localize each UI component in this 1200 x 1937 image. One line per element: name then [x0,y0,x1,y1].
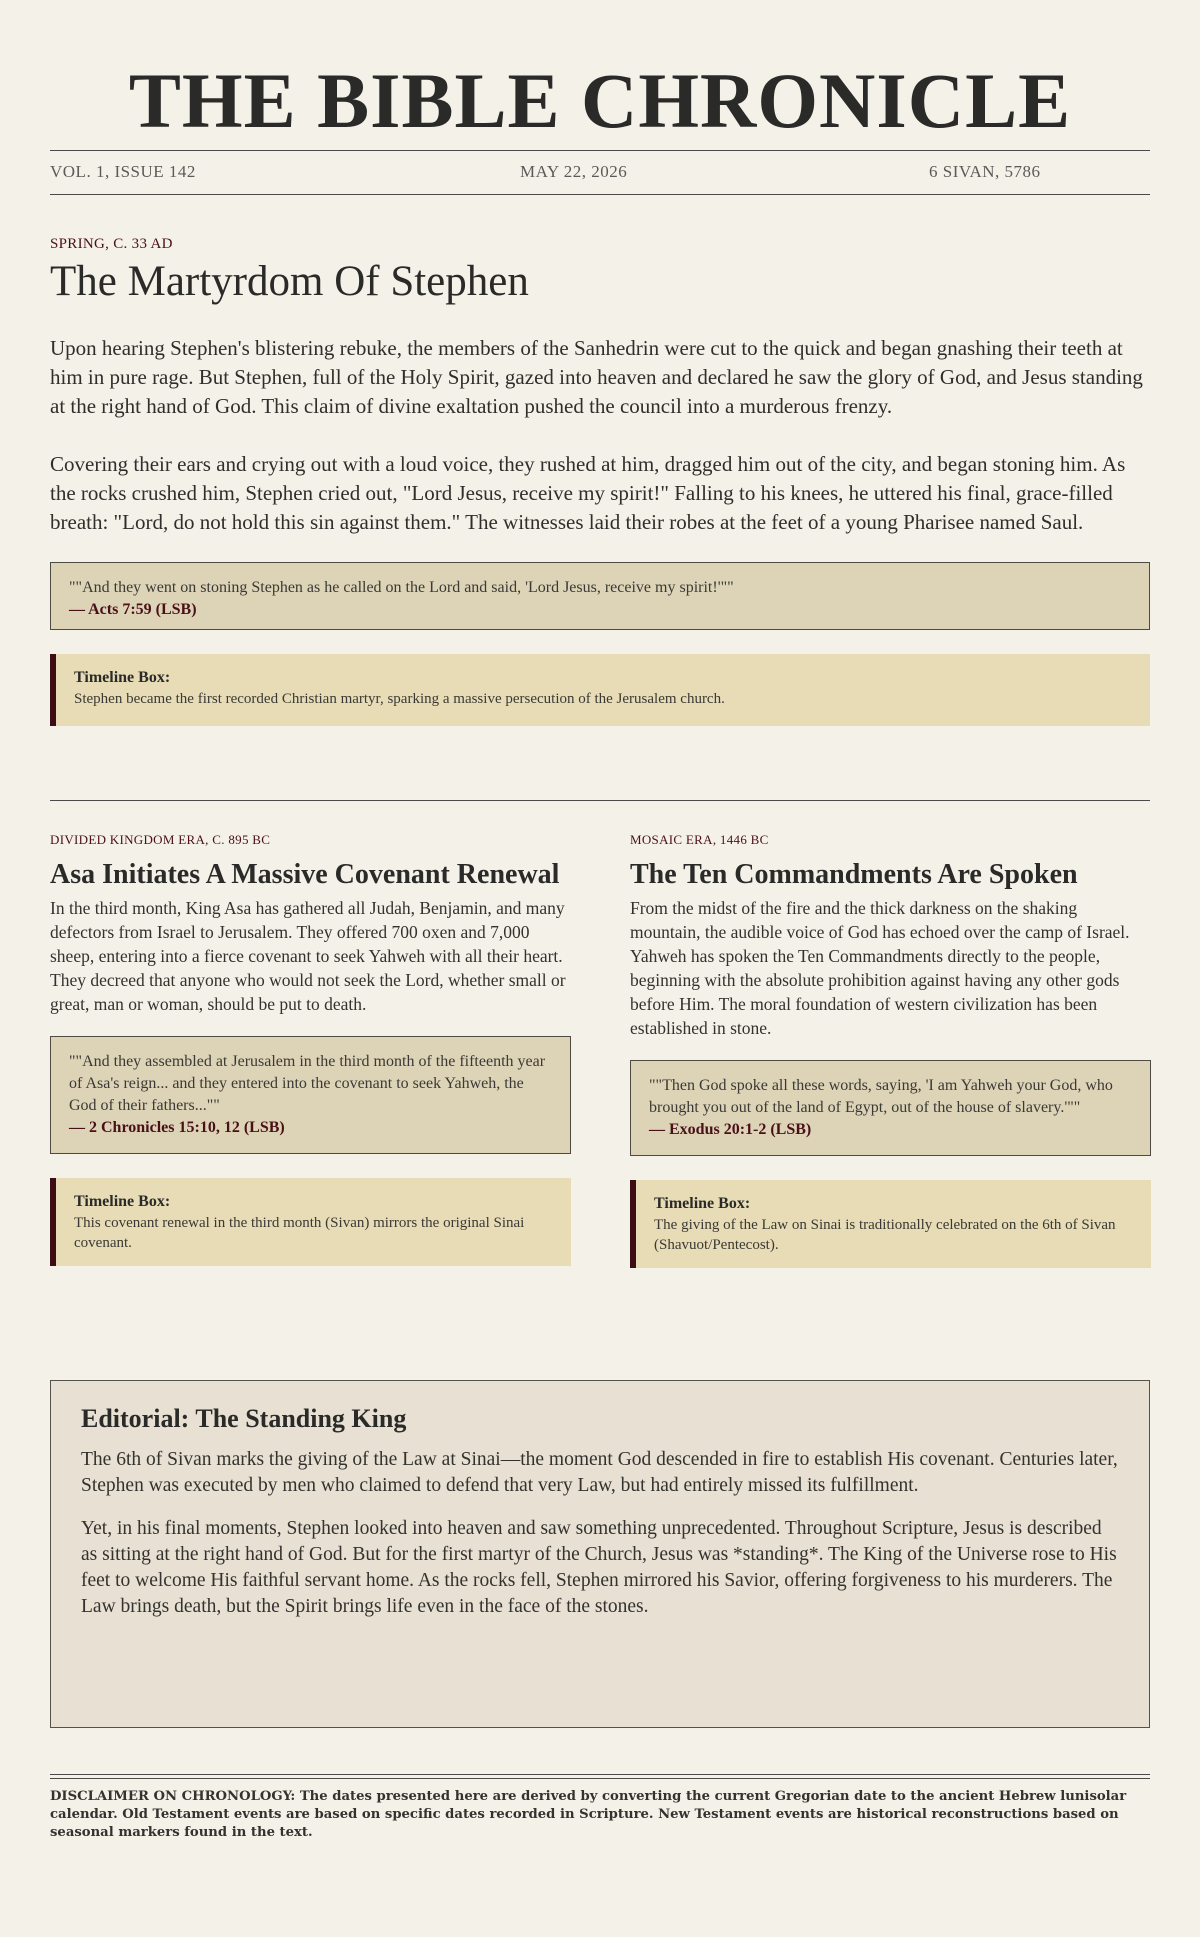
masthead-title: THE BIBLE CHRONICLE [128,57,1072,144]
publication-date: MAY 22, 2026 [520,162,628,181]
quote-source: — Exodus 20:1-2 (LSB) [649,1121,812,1138]
timeline-title: Timeline Box: [654,1195,751,1212]
quote-source: — 2 Chronicles 15:10, 12 (LSB) [69,1119,285,1136]
lead-scripture-quote [50,562,1150,630]
right-timeline-box [630,1180,1151,1268]
right-scripture-quote [630,1060,1151,1156]
editorial-box [50,1380,1150,1728]
lead-paragraph: Upon hearing Stephen's blistering rebuke, the members of the Sanhedrin were cut to the quick and began gnashing their teeth at him in pure rage. But Stephen, full of the Holy Spirit, gazed into heaven and declared he saw the glory of God, and Jesus standing at the right hand of God. This claim of divine exaltation pushed the council into a murderous frenzy. [50,336,1143,418]
chronology-disclaimer: DISCLAIMER ON CHRONOLOGY: The dates presented here are derived by converting the current Gregorian date to the ancient Hebrew lunisolar calendar. Old Testament events are based on specific dates recorded in Scripture. New Testament events are historical reconstructions based on seasonal markers found in the text. [50,1789,1127,1840]
left-column-story [50,832,571,1266]
lead-headline: The Martyrdom Of Stephen [50,258,529,305]
left-body: In the third month, King Asa has gathered all Judah, Benjamin, and many defectors from Israel to Jerusalem. They offered 700 oxen and 7,000 sheep, entering into a fierce covenant to seek Yahweh with all their heart. They decreed that anyone who would not seek the Lord, whether small or great, man or woman, should be put to death. [50,898,566,1014]
right-kicker: MOSAIC ERA, 1446 BC [630,832,769,847]
timeline-title: Timeline Box: [74,1193,171,1210]
lead-body [50,334,1150,537]
newspaper-page [50,0,1150,1840]
lead-kicker: SPRING, C. 33 AD [50,236,173,252]
right-headline: The Ten Commandments Are Spoken [630,859,1078,890]
quote-text: ""And they went on stoning Stephen as he called on the Lord and said, 'Lord Jesus, receive my spirit!'"" [69,579,734,596]
dateline-bar [50,150,1150,195]
left-scripture-quote [50,1036,571,1154]
hebrew-date: 6 SIVAN, 5786 [929,162,1041,181]
left-timeline-box [50,1178,571,1266]
timeline-text: The giving of the Law on Sinai is traditionally celebrated on the 6th of Sivan (Shavuot/Pentecost). [654,1217,1116,1253]
editorial-paragraph: The 6th of Sivan marks the giving of the Law at Sinai—the moment God descended in fire to establish His covenant. Centuries later, Stephen was executed by men who claimed to defend that very Law, but had entirely missed its fulfillment. [81,1449,1118,1496]
left-kicker: DIVIDED KINGDOM ERA, C. 895 BC [50,832,271,847]
timeline-text: Stephen became the first recorded Christian martyr, sparking a massive persecution of the Jerusalem church. [74,691,725,707]
lead-paragraph: Covering their ears and crying out with a loud voice, they rushed at him, dragged him out of the city, and began stoning him. As the rocks crushed him, Stephen cried out, "Lord Jesus, receive my spirit!" Falling to his knees, he uttered his final, grace-filled breath: "Lord, do not hold this sin against them." The witnesses laid their robes at the feet of a young Pharisee named Saul. [50,452,1126,534]
timeline-title: Timeline Box: [74,669,171,686]
quote-text: ""And they assembled at Jerusalem in the third month of the fifteenth year of Asa's reign... and they entered into the covenant to seek Yahweh, the God of their fathers..."" [69,1053,546,1114]
timeline-text: This covenant renewal in the third month (Sivan) mirrors the original Sinai covenant. [74,1215,525,1251]
lead-timeline-box [50,654,1150,726]
right-body: From the midst of the fire and the thick darkness on the shaking mountain, the audible voice of God has echoed over the camp of Israel. Yahweh has spoken the Ten Commandments directly to the people, beginning with the absolute prohibition against having any other gods before Him. The moral foundation of western civilization has been established in stone. [630,898,1130,1038]
right-column-story [630,832,1151,1268]
editorial-paragraph: Yet, in his final moments, Stephen looked into heaven and saw something unprecedented. Throughout Scripture, Jesus is described as sitting at the right hand of God. But for the first martyr of the Church, Jesus was *standing*. The King of the Universe rose to His feet to welcome His faithful servant home. As the rocks fell, Stephen mirrored his Savior, offering forgiveness to his murderers. The Law brings death, but the Spirit brings life even in the face of the stones. [81,1518,1117,1617]
issue-number: VOL. 1, ISSUE 142 [50,162,196,181]
quote-text: ""Then God spoke all these words, saying, 'I am Yahweh your God, who brought you out of the land of Egypt, out of the house of slavery.'"" [649,1077,1113,1116]
editorial-title: Editorial: The Standing King [81,1404,407,1433]
lead-story [50,236,1150,726]
quote-source: — Acts 7:59 (LSB) [69,601,197,618]
footer-double-rule [50,1774,1150,1779]
left-headline: Asa Initiates A Massive Covenant Renewal [50,859,560,890]
section-divider [50,800,1150,801]
